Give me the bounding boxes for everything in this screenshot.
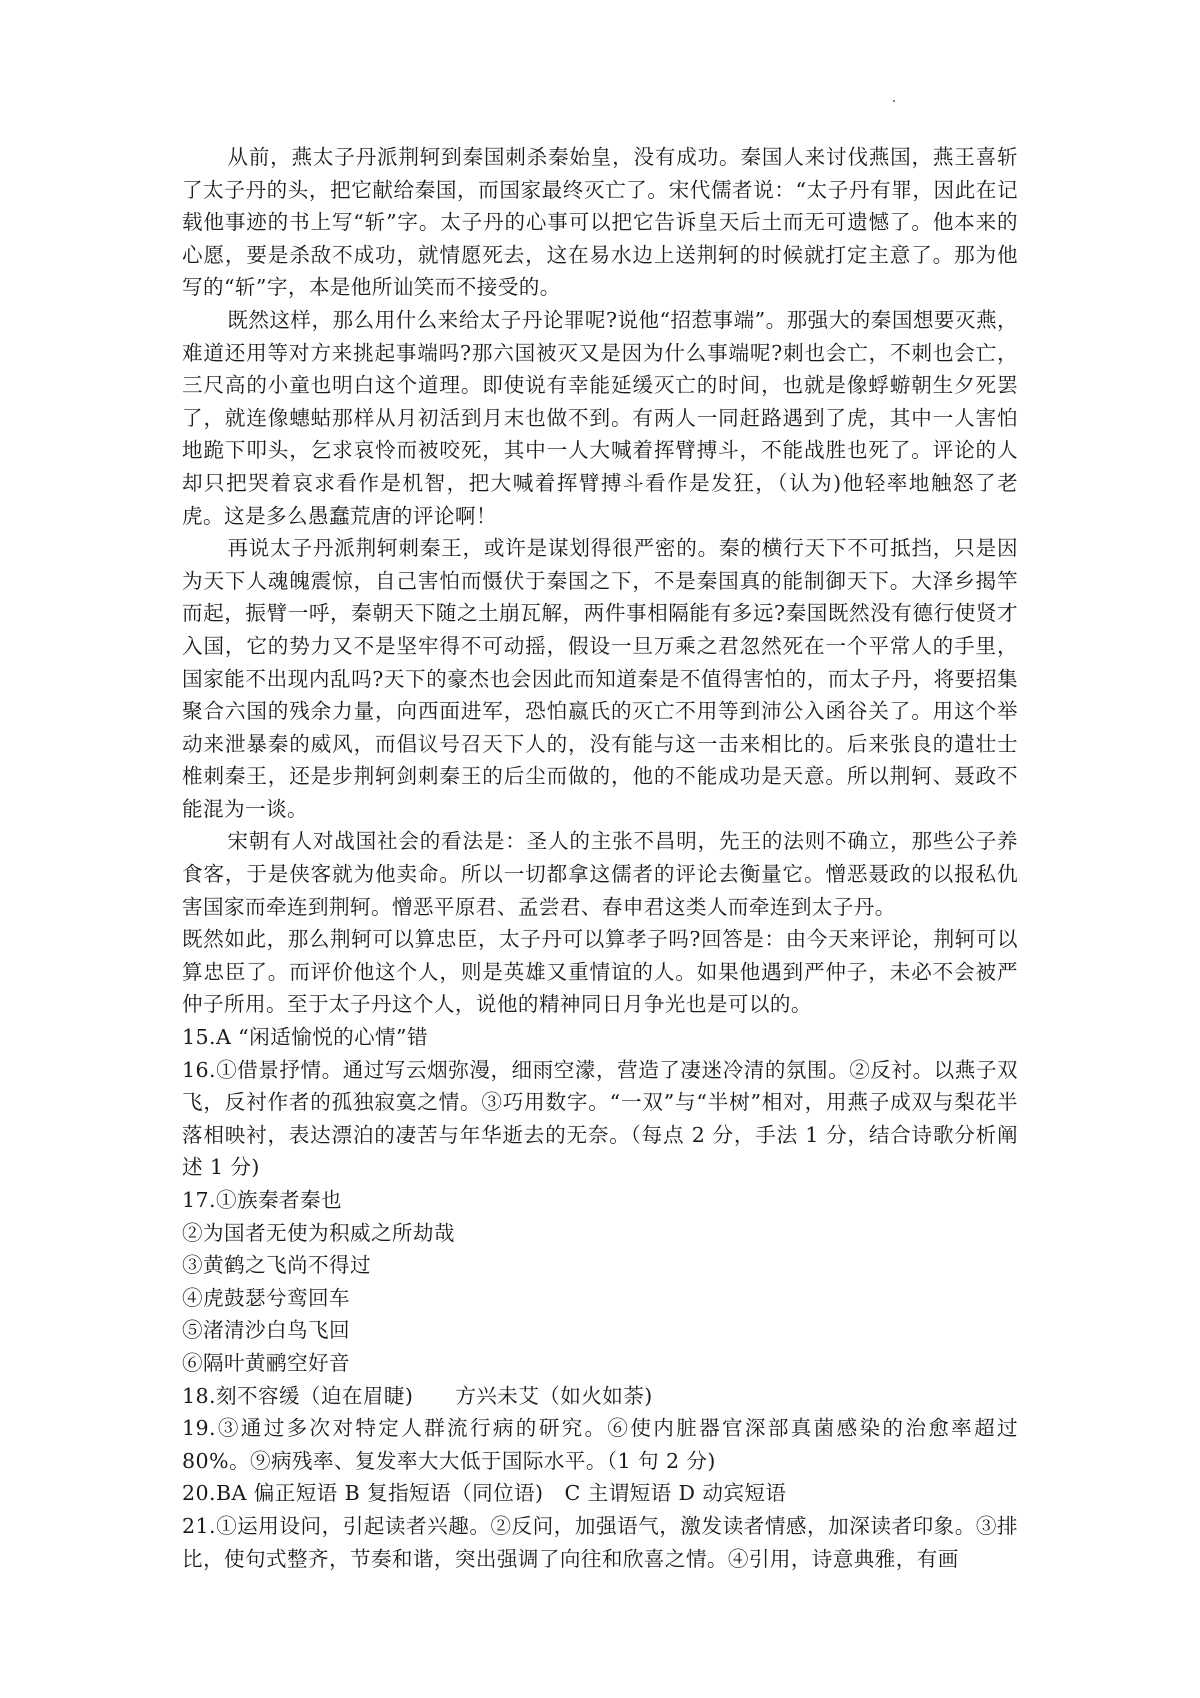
answer-17-4: ④虎鼓瑟兮鸾回车 bbox=[182, 1285, 350, 1310]
answer-17-1: 17.①族秦者秦也 bbox=[182, 1188, 342, 1212]
paragraph-4: 宋朝有人对战国社会的看法是：圣人的主张不昌明，先王的法则不确立，那些公子养食客，于是侠客就为他卖命。所以一切都拿这儒者的评论去衡量它。憎恶聂政的以报私仇害国家而牵连到荆轲。憎恶平原君、孟尝君、春申君这类人而牵连到太子丹。 bbox=[182, 829, 1018, 919]
answer-17-5: ⑤渚清沙白鸟飞回 bbox=[182, 1318, 350, 1343]
paragraph-3: 再说太子丹派荆轲刺秦王，或许是谋划得很严密的。秦的横行天下不可抵挡，只是因为天下人魂魄震惊，自己害怕而慑伏于秦国之下，不是秦国真的能制御天下。大泽乡揭竿而起，振臂一呼，秦朝天下随之土崩瓦解，两件事相隔能有多远?秦国既然没有德行使贤才入国，它的势力又不是坚牢得不可动摇，假设一旦万乘之君忽然死在一个平常人的手里，国家能不出现内乱吗?天下的豪杰也会因此而知道秦是不值得害怕的，而太子丹，将要招集聚合六国的残余力量，向西面进军，恐怕嬴氏的灭亡不用等到沛公入函谷关了。用这个举动来泄暴秦的威风，而倡议号召天下人的，没有能与这一击来相比的。后来张良的遣壮士椎刺秦王，还是步荆轲剑刺秦王的后尘而做的，他的不能成功是天意。所以荆轲、聂政不能混为一谈。 bbox=[182, 536, 1018, 821]
stray-mark bbox=[893, 100, 895, 102]
answer-17-2: ②为国者无使为积威之所劫哉 bbox=[182, 1220, 455, 1245]
answer-21: 21.①运用设问，引起读者兴趣。②反问，加强语气，激发读者情感，加深读者印象。③排比，使句式整齐，节奏和谐，突出强调了向往和欣喜之情。④引用，诗意典雅，有画 bbox=[182, 1513, 1018, 1571]
answer-17-3: ③黄鹤之飞尚不得过 bbox=[182, 1253, 371, 1278]
answer-19: 19.③通过多次对特定人群流行病的研究。⑥使内脏器官深部真菌感染的治愈率超过 80%。⑨病残率、复发率大大低于国际水平。（1 句 2 分) bbox=[182, 1416, 1018, 1473]
answer-15: 15.A “闲适愉悦的心情”错 bbox=[182, 1025, 428, 1050]
paragraph-2: 既然这样，那么用什么来给太子丹论罪呢?说他“招惹事端”。那强大的秦国想要灭燕，难道还用等对方来挑起事端吗?那六国被灭又是因为什么事端呢?刺也会亡，不刺也会亡，三尺高的小童也明白这个道理。即使说有幸能延缓灭亡的时间，也就是像蜉蝣朝生夕死罢了，就连像蟪蛄那样从月初活到月末也做不到。有两人一同赶路遇到了虎，其中一人害怕地跪下叩头，乞求哀怜而被咬死，其中一人大喊着挥臂搏斗，不能战胜也死了。评论的人却只把哭着哀求看作是机智，把大喊着挥臂搏斗看作是发狂，（认为)他轻率地触怒了老虎。这是多么愚蠢荒唐的评论啊！ bbox=[182, 307, 1018, 528]
answer-20: 20.BA 偏正短语 B 复指短语（同位语) C 主谓短语 D 动宾短语 bbox=[182, 1481, 787, 1506]
paragraph-1: 从前，燕太子丹派荆轲到秦国刺杀秦始皇，没有成功。秦国人来讨伐燕国，燕王喜斩了太子丹的头，把它献给秦国，而国家最终灭亡了。宋代儒者说：“太子丹有罪，因此在记载他事迹的书上写“斩”字。太子丹的心事可以把它告诉皇天后土而无可遗憾了。他本来的心愿，要是杀敌不成功，就情愿死去，这在易水边上送荆轲的时候就打定主意了。那为他写的“斩”字，本是他所讪笑而不接受的。 bbox=[182, 145, 1018, 300]
paragraph-5: 既然如此，那么荆轲可以算忠臣，太子丹可以算孝子吗?回答是：由今天来评论，荆轲可以算忠臣了。而评价他这个人，则是英雄又重情谊的人。如果他遇到严仲子，未必不会被严仲子所用。至于太子丹这个人，说他的精神同日月争光也是可以的。 bbox=[182, 927, 1018, 1017]
answer-18: 18.刻不容缓（迫在眉睫) 方兴未艾（如火如荼) bbox=[182, 1383, 653, 1408]
answer-16: 16.①借景抒情。通过写云烟弥漫，细雨空濛，营造了凄迷冷清的氛围。②反衬。以燕子双飞，反衬作者的孤独寂寞之情。③巧用数字。“一双”与“半树”相对，用燕子成双与梨花半落相映衬，表达漂泊的凄苦与年华逝去的无奈。（每点 2 分，手法 1 分，结合诗歌分析阐述 1 分) bbox=[182, 1057, 1018, 1180]
document-body bbox=[182, 141, 1018, 1575]
answer-17-6: ⑥隔叶黄鹂空好音 bbox=[182, 1350, 350, 1375]
